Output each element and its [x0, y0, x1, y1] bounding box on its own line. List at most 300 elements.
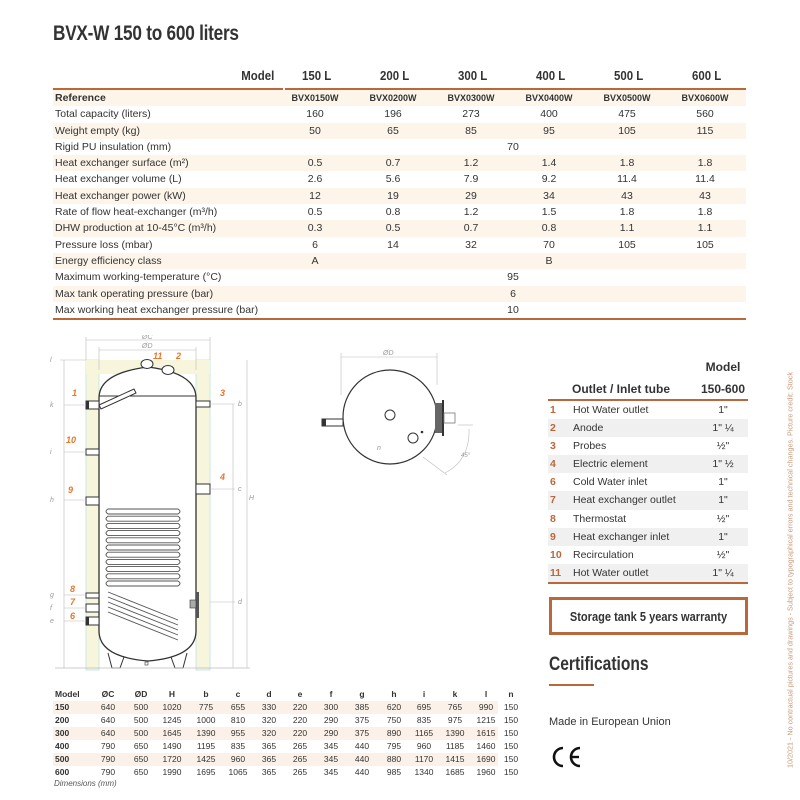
callout-7: 7	[70, 597, 76, 607]
connection-size: ½"	[716, 548, 730, 561]
dim-row	[53, 753, 519, 766]
dim-cell: 375	[354, 715, 370, 725]
dim-cell: 300	[323, 702, 339, 712]
spec-row-value: 1.1	[619, 222, 635, 235]
spec-row-value: 1.8	[619, 157, 635, 170]
spec-row-value: 1.1	[697, 222, 713, 235]
dim-cell: f	[329, 689, 333, 699]
dim-cell: 320	[261, 728, 277, 738]
dim-cell: 150	[503, 767, 519, 777]
connection-name: Hot Water outlet	[573, 404, 649, 416]
spec-row-value: A	[311, 254, 319, 267]
connection-name: Electric element	[573, 458, 648, 471]
dim-letter-b: b	[238, 401, 242, 408]
certifications-title: Certifications	[549, 654, 649, 675]
connection-name: Thermostat	[573, 512, 627, 525]
nozzle-7	[86, 604, 99, 612]
dim-cell: 320	[261, 715, 277, 725]
dim-letter-h: h	[50, 497, 54, 504]
dim-cell: h	[391, 689, 397, 699]
conn-bottom-divider	[548, 582, 748, 584]
dim-cell: 1185	[445, 741, 465, 751]
dim-cell: b	[203, 689, 209, 699]
spec-row-value: 9.2	[541, 173, 557, 186]
dim-cell: 150	[503, 715, 519, 725]
dim-cell: 500	[133, 715, 149, 725]
side-disclaimer: 10/2021 - No contractual pictures and drawings - Subject to typographical errors and technical changes. Picture credit: Stock	[785, 372, 795, 768]
dim-cell: 330	[261, 702, 277, 712]
spec-row-value: BVX0200W	[369, 93, 417, 103]
dim-cell: 1000	[196, 715, 216, 725]
spec-row-value: 19	[387, 189, 399, 202]
dim-cell: 650	[133, 767, 149, 777]
dim-cell: 1165	[414, 728, 434, 738]
nozzle-6-cap	[86, 617, 89, 625]
spec-row-value: 196	[384, 108, 402, 121]
dim-cell: 220	[292, 702, 308, 712]
spec-row-value: 0.7	[385, 157, 401, 170]
spec-row-value: 2.6	[307, 173, 323, 186]
model-col-150: 150 L	[301, 68, 332, 83]
spec-table-header	[53, 68, 746, 88]
dim-cell: 1615	[476, 728, 496, 738]
dim-cell: 600	[55, 767, 70, 777]
dim-letter-H: H	[249, 495, 255, 502]
spec-row-value: 160	[306, 108, 324, 121]
spec-row-label: Heat exchanger volume (L)	[55, 173, 182, 186]
dim-cell: 1340	[414, 767, 434, 777]
dimensions-table	[53, 688, 519, 788]
connection-item	[548, 437, 748, 455]
connection-item	[548, 564, 748, 582]
connection-size: 1" ¼	[712, 566, 734, 579]
dim-cell: 150	[503, 754, 519, 764]
dim-letter-f: f	[50, 605, 52, 612]
connection-item	[548, 401, 748, 419]
spec-row-label: Heat exchanger surface (m²)	[55, 157, 189, 170]
connection-item	[548, 510, 748, 528]
dim-cell: 500	[55, 754, 70, 764]
dim-label-od: ØD	[142, 343, 153, 350]
ce-mark-icon	[549, 745, 583, 769]
dim-cell: 1720	[162, 754, 182, 764]
side-nozzle-cap	[322, 419, 326, 426]
connection-size: 1" ½	[712, 458, 734, 471]
spec-row-value: 1.2	[463, 157, 479, 170]
connection-size: ½"	[716, 512, 730, 525]
dim-cell: 440	[354, 754, 370, 764]
dim-cell: 345	[323, 767, 339, 777]
dim-cell: 290	[323, 728, 339, 738]
dim-cell: 375	[354, 728, 370, 738]
spec-rows	[53, 90, 746, 318]
dim-cell: 640	[100, 702, 116, 712]
dim-cell: 220	[292, 728, 308, 738]
spec-row-value: 0.8	[385, 206, 401, 219]
spec-row-value: 0.5	[385, 222, 401, 235]
dim-cell: 365	[261, 741, 277, 751]
dim-letter-g: g	[50, 592, 54, 599]
connection-size: 1"	[718, 476, 728, 489]
dim-row	[53, 701, 519, 714]
dim-letter-k: k	[50, 402, 54, 409]
dim-cell: 440	[354, 741, 370, 751]
spec-row	[53, 171, 746, 187]
spec-row-value: 7.9	[463, 173, 479, 186]
spec-row-label: Rate of flow heat-exchanger (m³/h)	[55, 206, 218, 219]
connection-item	[548, 491, 748, 509]
spec-row-value: 105	[696, 238, 714, 251]
dim-cell: 345	[323, 741, 339, 751]
dim-cell: 1245	[162, 715, 182, 725]
flange-boss	[190, 600, 196, 608]
connection-num: 11	[550, 566, 562, 579]
spec-row-value: 0.5	[307, 157, 323, 170]
dim-row	[53, 727, 519, 740]
top-port-a	[385, 410, 395, 420]
spec-row-value: 0.3	[307, 222, 323, 235]
connection-name: Heat exchanger outlet	[573, 494, 676, 507]
spec-row-value: 1.8	[697, 157, 713, 170]
spec-row-value: 0.8	[541, 222, 557, 235]
dim-cell: 1215	[476, 715, 496, 725]
spec-row-value: 105	[618, 124, 636, 137]
dim-cell: Model	[55, 689, 80, 699]
spec-row-label: Energy efficiency class	[55, 254, 162, 267]
dim-row	[53, 740, 519, 753]
dim-cell: 765	[447, 702, 463, 712]
drain	[145, 662, 148, 665]
spec-row-value: 560	[696, 108, 714, 121]
spec-row	[53, 286, 746, 302]
dim-cell: 500	[133, 702, 149, 712]
dim-cell: 1390	[445, 728, 465, 738]
spec-row-value: BVX0150W	[291, 93, 339, 103]
model-col-300: 300 L	[457, 68, 488, 83]
dim-cell: 1685	[445, 767, 465, 777]
dim-cell: 790	[100, 754, 116, 764]
dim-cell: 960	[416, 741, 432, 751]
dim-cell: e	[297, 689, 303, 699]
connection-size: 1"	[718, 530, 728, 543]
spec-row-value: 43	[621, 189, 633, 202]
nozzle-3	[196, 401, 210, 407]
callout-10: 10	[66, 435, 77, 445]
spec-row-value: 0.7	[463, 222, 479, 235]
dim-cell: 650	[133, 741, 149, 751]
spec-row-value: 11.4	[695, 173, 715, 186]
dim-cell: 265	[292, 767, 308, 777]
dim-cell: 150	[503, 741, 519, 751]
top-port-dot	[421, 431, 424, 434]
dim-cell: 775	[198, 702, 214, 712]
dim-cell: 1960	[476, 767, 496, 777]
connection-item	[548, 419, 748, 437]
page-title: BVX-W 150 to 600 liters	[53, 22, 239, 45]
callout-9: 9	[68, 485, 74, 495]
callout-4: 4	[220, 472, 226, 482]
spec-row-value: 70	[543, 238, 555, 251]
dim-cell: 385	[354, 702, 370, 712]
spec-row	[53, 123, 746, 139]
dim-row	[53, 766, 519, 779]
callout-6: 6	[70, 611, 76, 621]
dim-cell: 880	[386, 754, 402, 764]
dim-cell: 400	[55, 741, 70, 751]
conn-header-tube: Outlet / Inlet tube	[572, 382, 670, 396]
spec-row-value: 85	[465, 124, 477, 137]
spec-row-value: 12	[309, 189, 321, 202]
spec-row-value: 400	[540, 108, 558, 121]
dim-cell: 365	[261, 754, 277, 764]
connection-item	[548, 546, 748, 564]
spec-row-label: Reference	[55, 92, 106, 104]
dim-cell: l	[484, 689, 488, 699]
dim-cell: 890	[386, 728, 402, 738]
callout-3: 3	[220, 388, 226, 398]
spec-row-label: Rigid PU insulation (mm)	[55, 140, 172, 153]
nozzle-1-cap	[86, 401, 89, 409]
dim-cell: 955	[230, 728, 246, 738]
connection-item	[548, 528, 748, 546]
dim-cell: 345	[323, 754, 339, 764]
dim-letter-c: c	[238, 486, 242, 493]
dim-cell: 1020	[162, 702, 182, 712]
dim-cell: 640	[100, 728, 116, 738]
spec-row-value: 115	[696, 124, 714, 137]
conn-header-range: 150-600	[700, 382, 746, 396]
dim-cell: 1390	[196, 728, 216, 738]
dim-cell: 795	[386, 741, 402, 751]
connection-item	[548, 473, 748, 491]
dim-cell: ØC	[101, 689, 115, 699]
dim-cell: 1460	[476, 741, 496, 751]
connection-num: 9	[550, 530, 556, 543]
dim-cell: 790	[100, 741, 116, 751]
spec-row-value: 43	[699, 189, 711, 202]
dim-cell: 990	[478, 702, 494, 712]
certifications-underline	[549, 684, 594, 686]
spec-row	[53, 188, 746, 204]
dim-cell: H	[168, 689, 176, 699]
nozzle-9	[86, 497, 99, 505]
dim-cell: 220	[292, 715, 308, 725]
spec-row-label: Total capacity (liters)	[55, 108, 151, 121]
dim-cell: 835	[230, 741, 246, 751]
spec-row-label: Maximum working-temperature (°C)	[55, 271, 222, 284]
spec-row	[53, 204, 746, 220]
dim-cell: 790	[100, 767, 116, 777]
dim-row	[53, 714, 519, 727]
top-label-od: ØD	[383, 350, 394, 357]
dim-header-row	[53, 688, 514, 701]
spec-row-label: Max tank operating pressure (bar)	[55, 287, 214, 300]
spec-row-value: BVX0300W	[447, 93, 495, 103]
top-label-angle: 45°	[461, 453, 471, 459]
spec-row-value: BVX0500W	[603, 93, 651, 103]
spec-row-value: 14	[387, 238, 399, 251]
spec-row-value: 11.4	[617, 173, 637, 186]
spec-table	[53, 68, 746, 316]
dim-cell: 1425	[196, 754, 216, 764]
model-col-600: 600 L	[691, 68, 722, 83]
spec-row-label: Max working heat exchanger pressure (bar)	[55, 303, 259, 316]
dim-cell: 695	[416, 702, 432, 712]
dim-cell: ØD	[134, 689, 148, 699]
tank-front-drawing	[50, 335, 280, 680]
dim-cell: 440	[354, 767, 370, 777]
dim-cell: i	[422, 689, 426, 699]
connection-item	[548, 455, 748, 473]
made-in-text: Made in European Union	[549, 716, 671, 728]
dim-cell: 810	[230, 715, 246, 725]
dim-cell: 290	[323, 715, 339, 725]
dim-cell: 150	[503, 728, 519, 738]
connection-name: Hot Water outlet	[573, 566, 649, 579]
warranty-box	[549, 597, 748, 635]
spec-row-value: 1.2	[463, 206, 479, 219]
top-label-n: n	[377, 445, 381, 452]
spec-row-value: 95	[543, 124, 555, 137]
connection-name: Anode	[573, 422, 604, 435]
spec-row-value: 95	[507, 271, 519, 284]
spec-row-value: 34	[543, 189, 555, 202]
top-flange	[435, 403, 442, 433]
flange	[196, 592, 199, 618]
dim-cell: 655	[230, 702, 246, 712]
spec-row	[53, 139, 746, 155]
spec-row	[53, 155, 746, 171]
spec-row-label: Heat exchanger power (kW)	[55, 189, 186, 202]
boss-11	[141, 360, 153, 369]
model-col-200: 200 L	[379, 68, 410, 83]
spec-row-value: 0.5	[307, 206, 323, 219]
callout-8: 8	[70, 584, 76, 594]
spec-row	[53, 302, 746, 318]
dim-cell: 1490	[162, 741, 182, 751]
connection-name: Recirculation	[573, 548, 634, 561]
connection-size: 1" ¼	[712, 422, 734, 435]
dim-cell: 1990	[162, 767, 182, 777]
dim-cell: 150	[55, 702, 70, 712]
spec-row-value: B	[545, 254, 553, 267]
dim-cell: 975	[447, 715, 463, 725]
dim-cell: 1170	[414, 754, 434, 764]
spec-row-value: 1.8	[619, 206, 635, 219]
spec-row-value: 105	[618, 238, 636, 251]
spec-row-value: 6	[312, 238, 318, 251]
dim-cell: 750	[386, 715, 402, 725]
dim-cell: 1415	[445, 754, 465, 764]
dim-cell: c	[235, 689, 241, 699]
spec-row-value: 50	[309, 124, 321, 137]
callout-11: 11	[153, 351, 163, 361]
dim-letter-d: d	[238, 599, 242, 606]
spec-row	[53, 220, 746, 236]
dim-cell: 300	[55, 728, 70, 738]
model-header: Model	[241, 68, 275, 83]
connection-name: Cold Water inlet	[573, 476, 648, 489]
dim-cell: 650	[133, 754, 149, 764]
dim-cell: n	[508, 689, 514, 699]
dim-cell: 150	[503, 702, 519, 712]
spec-row	[53, 106, 746, 122]
dim-cell: 640	[100, 715, 116, 725]
warranty-text: Storage tank 5 years warranty	[569, 608, 728, 624]
spec-row-value: 10	[507, 303, 519, 316]
spec-row	[53, 253, 746, 269]
callout-1: 1	[72, 388, 78, 398]
connection-num: 8	[550, 512, 556, 525]
dim-letter-i: i	[50, 449, 52, 456]
spec-row	[53, 90, 746, 106]
connection-size: ½"	[716, 440, 730, 453]
tank-top-view-drawing	[315, 345, 485, 485]
connection-num: 10	[550, 548, 562, 561]
spec-row-value: 5.6	[385, 173, 401, 186]
dim-cell: 985	[386, 767, 402, 777]
nozzle-4	[196, 484, 210, 494]
spec-row-value: 70	[507, 140, 519, 153]
connection-num: 3	[550, 440, 556, 453]
dim-cell: k	[452, 689, 458, 699]
spec-row-value: 475	[618, 108, 636, 121]
dim-cell: 835	[416, 715, 432, 725]
spec-row-value: 273	[462, 108, 480, 121]
nozzle-8	[86, 593, 99, 598]
dim-cell: 265	[292, 741, 308, 751]
spec-bottom-divider	[53, 318, 746, 320]
nozzle-10	[86, 449, 99, 455]
connection-name: Heat exchanger inlet	[573, 530, 670, 543]
dim-cell: d	[266, 689, 272, 699]
connection-size: 1"	[718, 404, 728, 416]
spec-row-value: 29	[465, 189, 477, 202]
spec-row-value: BVX0600W	[681, 93, 729, 103]
top-flange-boss	[444, 413, 455, 423]
dim-cell: 500	[133, 728, 149, 738]
spec-row-value: 1.8	[697, 206, 713, 219]
dim-cell: 265	[292, 754, 308, 764]
conn-header-model: Model	[705, 360, 741, 374]
connection-size: 1"	[718, 494, 728, 507]
spec-row-value: 6	[510, 287, 516, 300]
dim-cell: 365	[261, 767, 277, 777]
dim-cell: 1645	[162, 728, 182, 738]
connection-num: 1	[550, 404, 556, 416]
dimensions-note: Dimensions (mm)	[54, 779, 117, 788]
connection-num: 4	[550, 458, 556, 471]
spec-row-value: 32	[465, 238, 477, 251]
top-port-b	[408, 433, 418, 443]
dim-letter-l: l	[50, 357, 52, 364]
spec-row-label: DHW production at 10-45°C (m³/h)	[55, 222, 217, 235]
dim-cell: 1065	[228, 767, 248, 777]
spec-row	[53, 269, 746, 285]
dim-cell: 1690	[476, 754, 496, 764]
dim-letter-e: e	[50, 618, 54, 625]
connection-num: 2	[550, 422, 556, 435]
model-col-500: 500 L	[613, 68, 644, 83]
dim-cell: 620	[386, 702, 402, 712]
spec-row-label: Weight empty (kg)	[55, 124, 140, 137]
dim-cell: 960	[230, 754, 246, 764]
boss-2	[162, 366, 174, 375]
connection-num: 7	[550, 494, 556, 507]
spec-row-value: BVX0400W	[525, 93, 573, 103]
dim-label-oc: ØC	[142, 335, 153, 341]
connection-num: 6	[550, 476, 556, 489]
